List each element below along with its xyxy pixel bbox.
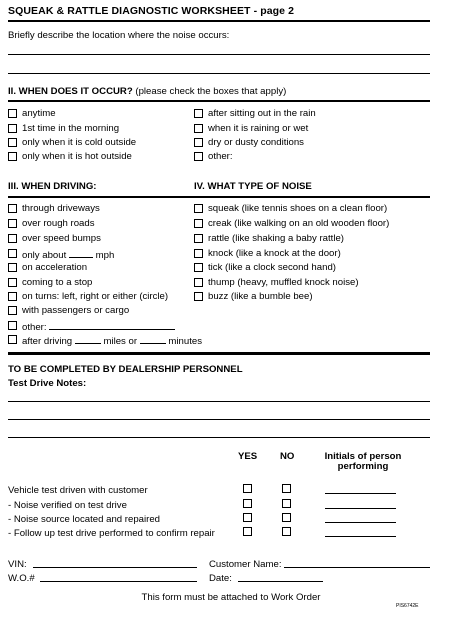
checkbox[interactable] (8, 292, 17, 301)
no-checkbox[interactable] (282, 499, 291, 508)
wo-label: W.O.# (8, 573, 35, 584)
checkbox[interactable] (8, 321, 17, 330)
checkbox[interactable] (8, 152, 17, 161)
location-line-1[interactable] (8, 54, 430, 55)
vin-label: VIN: (8, 559, 27, 570)
dealer-heading: TO BE COMPLETED BY DEALERSHIP PERSONNEL (8, 364, 243, 375)
dealer-row-label: - Follow up test drive performed to confirm repair (8, 528, 215, 539)
no-checkbox[interactable] (282, 527, 291, 536)
dealer-row-label: Vehicle test driven with customer (8, 485, 148, 496)
dealer-row-label: - Noise source located and repaired (8, 514, 160, 525)
test-drive-notes-label: Test Drive Notes: (8, 378, 87, 389)
yes-checkbox[interactable] (243, 484, 252, 493)
attach-note: This form must be attached to Work Order (141, 592, 321, 603)
title-rule (8, 20, 430, 22)
customer-name-field[interactable] (284, 567, 430, 568)
when-note: (please check the boxes that apply) (135, 86, 287, 97)
no-checkbox[interactable] (282, 484, 291, 493)
miles-field[interactable] (75, 334, 101, 344)
vin-field[interactable] (33, 567, 197, 568)
notes-line-2[interactable] (8, 419, 430, 420)
checkbox[interactable] (8, 234, 17, 243)
checkbox[interactable] (194, 204, 203, 213)
speed-field[interactable] (69, 248, 93, 258)
checkbox[interactable] (8, 124, 17, 133)
col-no: NO (280, 451, 295, 462)
checkbox[interactable] (8, 219, 17, 228)
checkbox[interactable] (194, 263, 203, 272)
date-field[interactable] (238, 581, 323, 582)
checkbox[interactable] (194, 219, 203, 228)
checkbox[interactable] (8, 109, 17, 118)
yes-checkbox[interactable] (243, 499, 252, 508)
driving-other-field[interactable] (49, 320, 175, 330)
location-line-2[interactable] (8, 73, 430, 74)
driving-rule (8, 196, 430, 198)
checkbox[interactable] (194, 124, 203, 133)
checkbox[interactable] (8, 204, 17, 213)
form-code: PIS6742E (396, 603, 419, 609)
checkbox[interactable] (194, 152, 203, 161)
initials-field[interactable] (325, 493, 396, 494)
checkbox[interactable] (194, 234, 203, 243)
checkbox[interactable] (8, 263, 17, 272)
page-title: SQUEAK & RATTLE DIAGNOSTIC WORKSHEET - page 2 (8, 5, 295, 17)
when-heading-row (8, 86, 286, 98)
initials-field[interactable] (325, 536, 396, 537)
checkbox[interactable] (8, 249, 17, 258)
no-checkbox[interactable] (282, 513, 291, 522)
wo-field[interactable] (40, 581, 197, 582)
dealer-row-label: - Noise verified on test drive (8, 500, 127, 511)
dealer-rule (8, 352, 430, 355)
notes-line-3[interactable] (8, 437, 430, 438)
checkbox[interactable] (8, 138, 17, 147)
notes-line-1[interactable] (8, 401, 430, 402)
initials-field[interactable] (325, 522, 396, 523)
checkbox[interactable] (194, 138, 203, 147)
checkbox[interactable] (8, 335, 17, 344)
yes-checkbox[interactable] (243, 527, 252, 536)
driving-heading: III. WHEN DRIVING: (8, 181, 97, 192)
date-label: Date: (209, 573, 232, 584)
customer-name-label: Customer Name: (209, 559, 282, 570)
noise-type-heading: IV. WHAT TYPE OF NOISE (194, 181, 312, 192)
when-rule (8, 100, 430, 102)
when-heading: II. WHEN DOES IT OCCUR? (8, 86, 133, 97)
col-initials-1: Initials of person (324, 451, 402, 462)
location-prompt: Briefly describe the location where the noise occurs: (8, 30, 230, 41)
checkbox[interactable] (8, 306, 17, 315)
minutes-field[interactable] (140, 334, 166, 344)
checkbox[interactable] (194, 278, 203, 287)
col-yes: YES (238, 451, 258, 462)
checkbox[interactable] (8, 278, 17, 287)
yes-checkbox[interactable] (243, 513, 252, 522)
checkbox[interactable] (194, 109, 203, 118)
initials-field[interactable] (325, 508, 396, 509)
col-initials-2: performing (337, 461, 389, 472)
checkbox[interactable] (194, 249, 203, 258)
checkbox[interactable] (194, 292, 203, 301)
